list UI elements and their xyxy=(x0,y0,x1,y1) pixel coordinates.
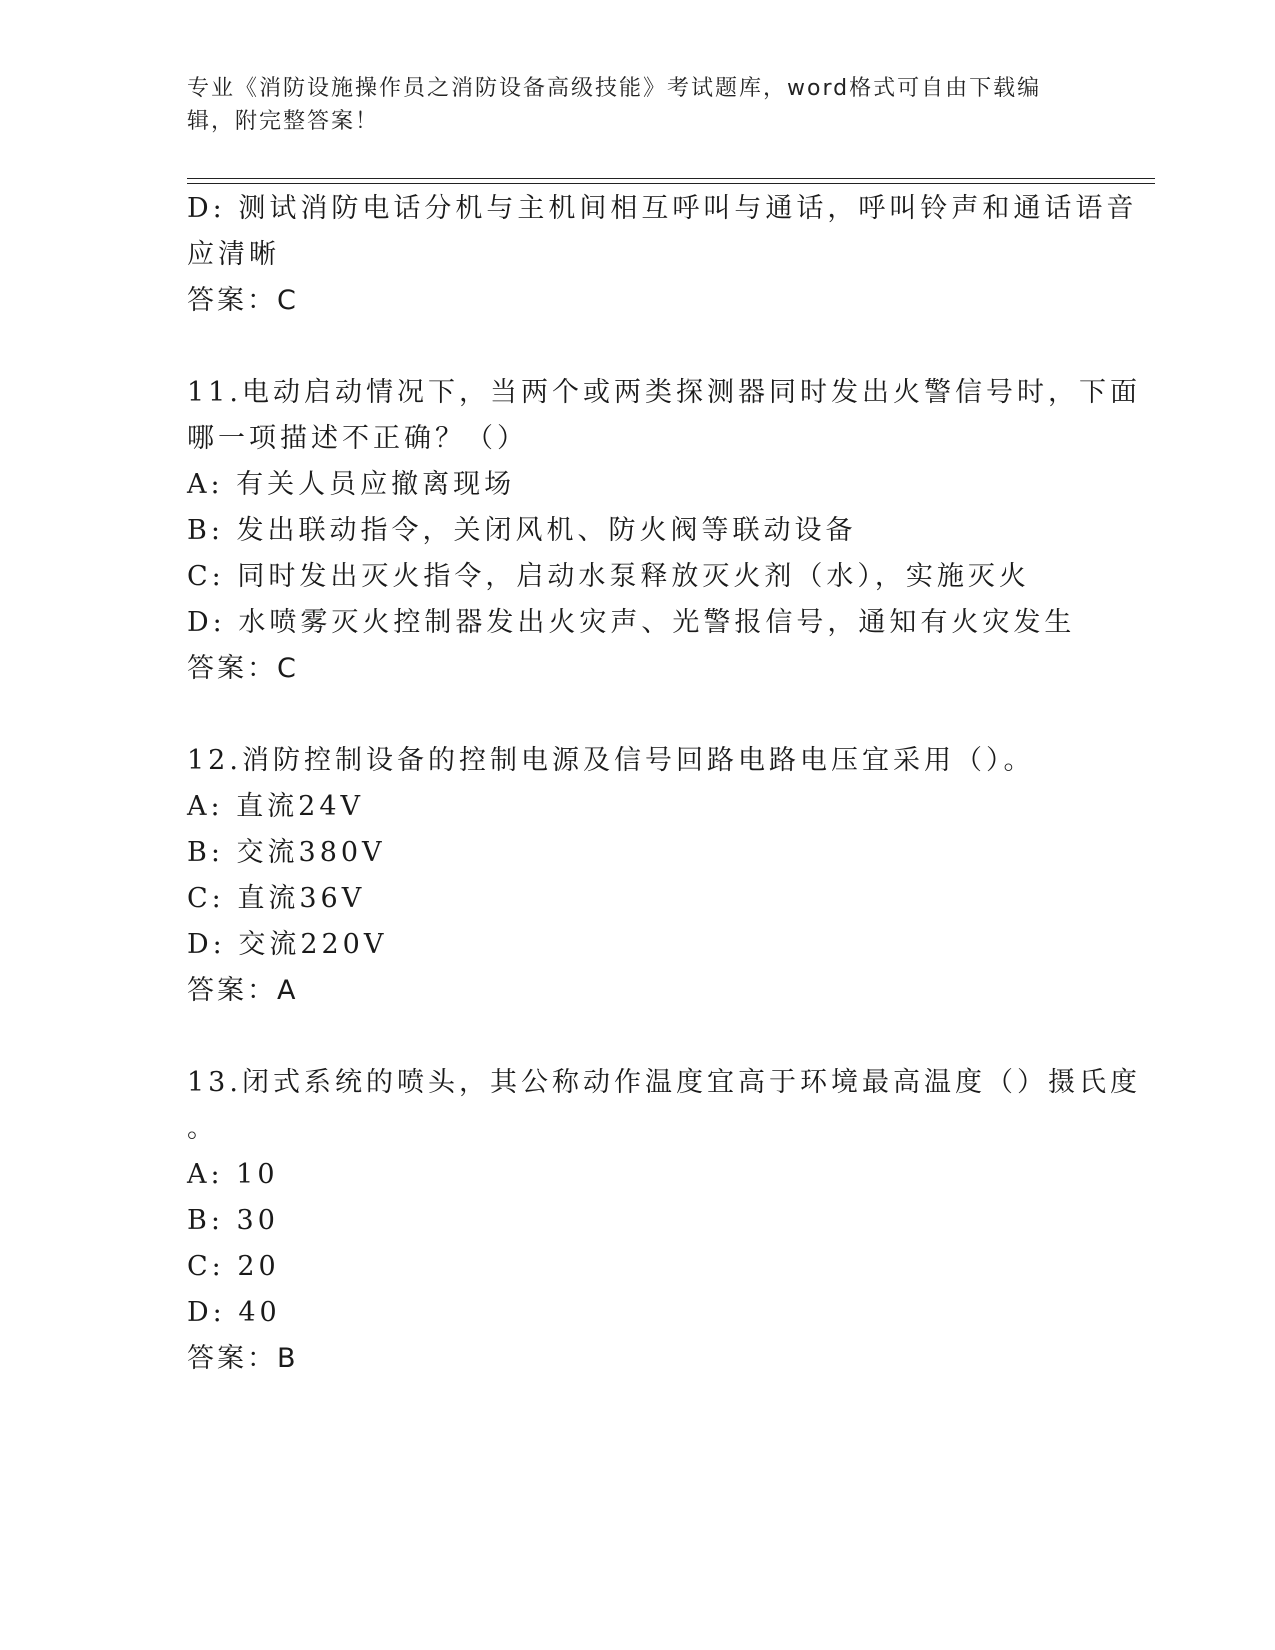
option-a: A: 10 xyxy=(187,1159,279,1190)
option-d: D: 水喷雾灭火控制器发出火灾声、光警报信号，通知有火灾发生 xyxy=(187,607,1076,638)
question-stem-continued: 。 xyxy=(187,1113,218,1144)
spacer xyxy=(187,324,1087,370)
option-b: B: 交流380V xyxy=(187,837,386,868)
option-d-continued: 应清晰 xyxy=(187,239,280,270)
option-b: B: 发出联动指令，关闭风机、防火阀等联动设备 xyxy=(187,515,857,546)
question-stem-continued: 哪一项描述不正确？（） xyxy=(187,423,528,454)
option-c: C: 直流36V xyxy=(187,883,366,914)
answer: 答案：B xyxy=(187,1343,299,1374)
option-a: A: 有关人员应撤离现场 xyxy=(187,469,516,500)
answer: 答案：A xyxy=(187,975,299,1006)
option-d: D: 交流220V xyxy=(187,929,388,960)
answer: 答案：C xyxy=(187,285,299,316)
option-b: B: 30 xyxy=(187,1205,279,1236)
question-13 xyxy=(187,1060,1141,1382)
answer: 答案：C xyxy=(187,653,299,684)
question-10-tail xyxy=(187,186,1138,324)
header-rule-top xyxy=(187,178,1155,179)
question-stem: 12.消防控制设备的控制电源及信号回路电路电压宜采用（）。 xyxy=(187,745,1035,776)
question-stem: 11.电动启动情况下，当两个或两类探测器同时发出火警信号时，下面 xyxy=(187,377,1141,408)
option-d: D: 测试消防电话分机与主机间相互呼叫与通话，呼叫铃声和通话语音 xyxy=(187,193,1138,224)
spacer xyxy=(187,692,1087,738)
spacer xyxy=(187,1014,1087,1060)
option-a: A: 直流24V xyxy=(187,791,365,822)
header-line-2: 辑，附完整答案！ xyxy=(187,109,380,134)
option-c: C: 同时发出灭火指令，启动水泵释放灭火剂（水），实施灭火 xyxy=(187,561,1030,592)
document-header xyxy=(187,72,1067,138)
question-list xyxy=(187,186,1141,1382)
question-stem: 13.闭式系统的喷头，其公称动作温度宜高于环境最高温度（）摄氏度 xyxy=(187,1067,1141,1098)
question-11 xyxy=(187,370,1141,692)
header-line-1: 专业《消防设施操作员之消防设备高级技能》考试题库，word格式可自由下载编 xyxy=(187,76,1042,101)
question-12 xyxy=(187,738,1087,1014)
option-c: C: 20 xyxy=(187,1251,280,1282)
header-rule-bottom xyxy=(187,183,1155,184)
option-d: D: 40 xyxy=(187,1297,281,1328)
